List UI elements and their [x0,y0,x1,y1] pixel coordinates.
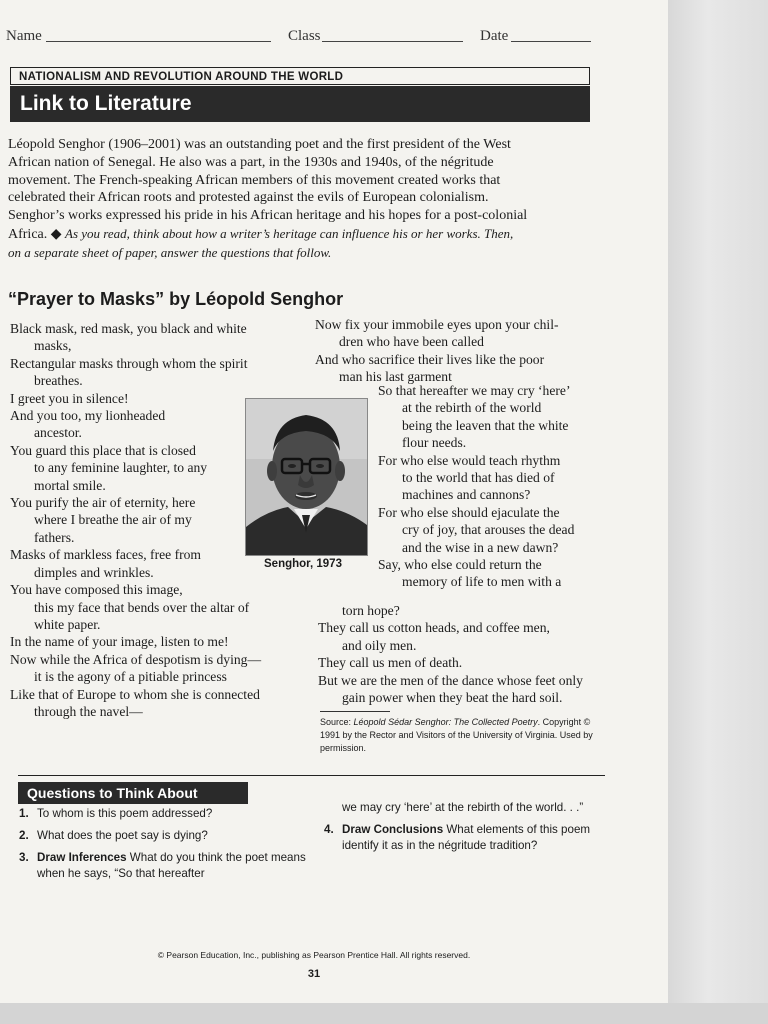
poem-line: Say, who else could return the [378,557,542,573]
poem-line: to the world that has died of [402,470,555,486]
poem-line: being the leaven that the white [402,417,569,433]
poem-line: But we are the men of the dance whose feet only [318,672,583,688]
questions-left [19,806,319,888]
poem-line: man his last garment [339,369,452,385]
poem-line: You have composed this image, [10,582,183,598]
name-field[interactable] [46,41,271,42]
poem-line: Now fix your immobile eyes upon your chil- [315,317,559,332]
poem-line: mortal smile. [34,477,106,493]
source-credit [320,716,602,755]
poem-line: For who else should ejaculate the [378,504,560,520]
poem-line: where I breathe the air of my [34,512,192,528]
photo-caption: Senghor, 1973 [264,558,342,570]
poem-line: They call us cotton heads, and coffee men, [318,620,550,636]
poem-column-right-top [315,316,615,386]
poem-line: this my face that bends over the altar of [34,599,250,615]
question-number: 3. [19,851,29,864]
source-prefix: Source: [320,717,354,727]
question-2 [19,828,319,844]
unit-heading: NATIONALISM AND REVOLUTION AROUND THE WORLD [10,67,590,85]
intro-paragraph [8,136,528,263]
copyright-footer: © Pearson Education, Inc., publishing as Pearson Prentice Hall. All rights reserved. [157,950,471,960]
poem-line: For who else would teach rhythm [378,452,561,468]
poem-line: masks, [34,338,72,354]
questions-divider [18,775,605,776]
poem-line: cry of joy, that arouses the dead [402,522,575,538]
poem-line: You purify the air of eternity, here [10,495,196,511]
page-title: Link to Literature [10,86,590,122]
question-3 [19,850,319,882]
senghor-portrait-photo [245,398,368,556]
page-edge-shadow [668,0,768,1024]
question-text: What does the poet say is dying? [37,829,208,842]
poem-line: torn hope? [342,603,400,618]
poem-line: And who sacrifice their lives like the poor [315,351,545,367]
poem-column-right-middle [378,382,618,591]
poem-line: dimples and wrinkles. [34,564,154,580]
poem-column-right-bottom [318,602,618,706]
question-3-continued: we may cry ‘here’ at the rebirth of the world. . .” [342,801,584,814]
poem-line: breathes. [34,373,83,389]
source-divider [320,711,390,712]
poem-line: Masks of markless faces, free from [10,547,201,563]
source-title: Léopold Sédar Senghor: The Collected Poetry [353,717,538,727]
question-text: What elements of this poem identify it as in the négritude tradition? [342,823,591,852]
page-bottom-edge [0,1003,768,1024]
question-label: Draw Inferences [37,851,127,864]
question-1 [19,806,319,822]
poem-line: And you too, my lionheaded [10,408,166,424]
poem-line: memory of life to men with a [402,574,562,590]
question-label: Draw Conclusions [342,823,444,836]
poem-line: I greet you in silence! [10,390,129,406]
poem-line: You guard this place that is closed [10,442,196,458]
poem-line: Rectangular masks through whom the spirit [10,355,248,371]
source-rest: . Copyright © 1991 by the Rector and Visitors of the University of Virginia. Used by permission. [320,717,593,753]
question-number: 2. [19,829,29,842]
poem-line: They call us men of death. [318,655,463,671]
poem-line: ancestor. [34,425,82,441]
questions-right [324,800,614,860]
poem-line: flour needs. [402,435,467,451]
poem-title: “Prayer to Masks” by Léopold Senghor [8,289,344,309]
poem-line: and the wise in a new dawn? [402,539,559,555]
poem-line: dren who have been called [339,334,484,350]
question-number: 1. [19,807,29,820]
question-number: 4. [324,823,334,836]
poem-line: gain power when they beat the hard soil. [342,690,563,706]
poem-line: Now while the Africa of despotism is dying— [10,651,262,667]
poem-line: through the navel— [34,703,143,719]
date-field[interactable] [511,41,591,42]
poem-line: Like that of Europe to whom she is connected [10,686,260,702]
questions-heading: Questions to Think About [18,782,248,804]
poem-line: at the rebirth of the world [402,400,542,416]
poem-line: machines and cannons? [402,487,531,503]
question-text: To whom is this poem addressed? [37,807,213,820]
poem-line: In the name of your image, listen to me! [10,634,229,650]
class-label: Class [288,28,321,44]
poem-line: Black mask, red mask, you black and white [10,321,247,336]
poem-line: white paper. [34,616,101,632]
date-label: Date [480,28,509,44]
name-label: Name [6,28,42,44]
poem-line: So that hereafter we may cry ‘here’ [378,383,571,398]
portrait-image [246,399,367,555]
poem-line: it is the agony of a pitiable princess [34,669,227,685]
poem-line: fathers. [34,529,75,545]
question-text: What do you think the poet means when he says, “So that hereafter [37,851,306,880]
poem-line: and oily men. [342,637,417,653]
intro-text: Léopold Senghor (1906–2001) was an outstanding poet and the first president of the West African nation of Senegal. He also was a part, in the 1930s and 1940s, of the négritude movement. The French-speaking African members of this movement created works that celebrated their African roots and protested against the evils of European colonialism. Senghor’s works expressed his pride in his African heritage and his hopes for a post-colonial Africa. ◆ [8,137,528,242]
class-field[interactable] [322,41,463,42]
page-number: 31 [307,968,321,980]
question-4 [324,822,614,854]
poem-line: to any feminine laughter, to any [34,460,208,476]
intro-instruction: As you read, think about how a writer’s heritage can influence his or her works. Then, on a separate sheet of paper, answer the questions that follow. [8,225,514,260]
